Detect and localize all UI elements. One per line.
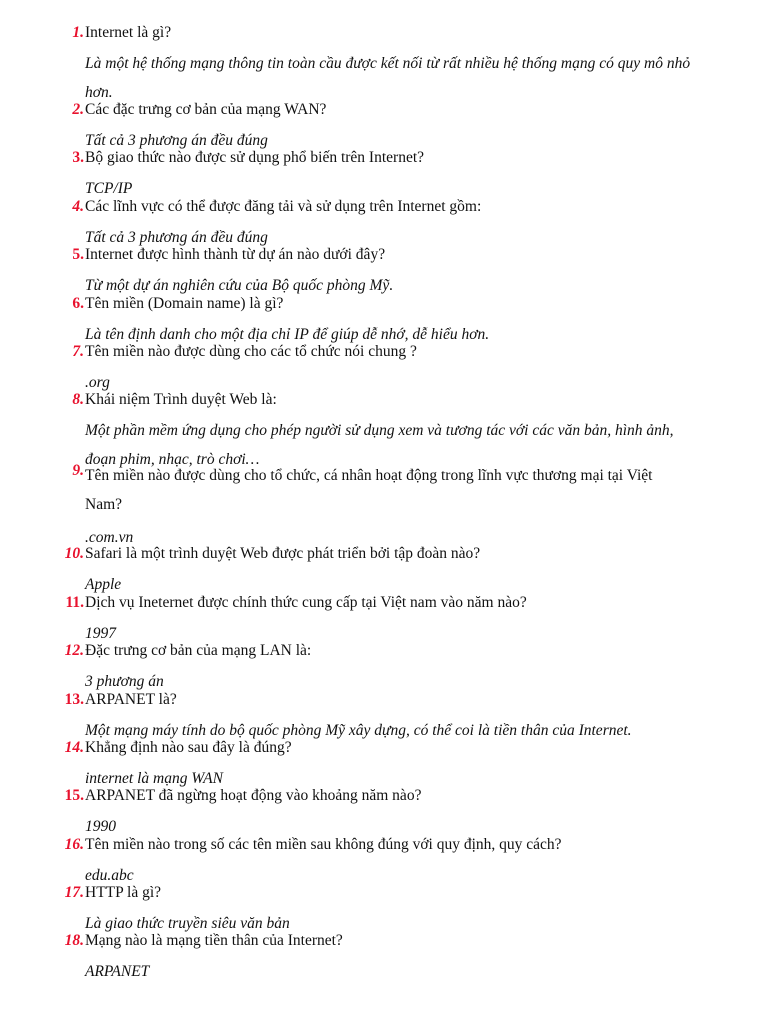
question-text: Tên miền nào được dùng cho các tổ chức nói chung ?	[85, 343, 417, 360]
question-text: Tên miền nào được dùng cho tổ chức, cá nhân hoạt động trong lĩnh vực thương mại tại Việt Nam?	[85, 467, 653, 513]
question-number: 17.	[64, 884, 84, 901]
question-text: ARPANET là?	[85, 691, 177, 708]
question-number: 9.	[72, 462, 84, 479]
question-17	[0, 881, 768, 905]
question-3	[0, 146, 768, 170]
question-number: 1.	[72, 24, 84, 41]
answer-13: Một mạng máy tính do bộ quốc phòng Mỹ xây dựng, có thể coi là tiền thân của Internet.	[85, 722, 632, 739]
question-text: Tên miền (Domain name) là gì?	[85, 295, 284, 312]
answer-16: edu.abc	[85, 867, 134, 884]
question-text: HTTP là gì?	[85, 884, 162, 901]
question-text: Tên miền nào trong số các tên miền sau không đúng với quy định, quy cách?	[85, 836, 562, 853]
question-6	[0, 292, 768, 316]
question-text: Internet được hình thành từ dự án nào dưới đây?	[85, 246, 386, 263]
question-text: Mạng nào là mạng tiền thân của Internet?	[85, 932, 343, 949]
answer-10: Apple	[85, 576, 122, 593]
qa-item-9	[0, 462, 768, 552]
answer-11: 1997	[85, 625, 116, 642]
question-number: 15.	[64, 787, 84, 804]
question-number: 14.	[64, 739, 84, 756]
question-number: 8.	[72, 391, 84, 408]
question-text: Khái niệm Trình duyệt Web là:	[85, 391, 277, 408]
answer-2: Tất cả 3 phương án đều đúng	[85, 132, 268, 149]
question-16	[0, 833, 768, 857]
question-number: 13.	[64, 691, 84, 708]
question-15	[0, 784, 768, 808]
question-number: 18.	[64, 932, 84, 949]
question-number: 3.	[72, 149, 84, 166]
answer-7: .org	[85, 374, 110, 391]
answer-14: internet là mạng WAN	[85, 770, 223, 787]
answer-18: ARPANET	[85, 963, 150, 980]
question-10	[0, 542, 768, 566]
question-number: 5.	[72, 246, 84, 263]
question-text: ARPANET đã ngừng hoạt động vào khoảng năm nào?	[85, 787, 422, 804]
question-5	[0, 243, 768, 267]
question-18	[0, 929, 768, 953]
answer-5: Từ một dự án nghiên cứu của Bộ quốc phòng Mỹ.	[85, 277, 394, 294]
question-1	[0, 21, 768, 45]
answer-8: Một phần mềm ứng dụng cho phép người sử dụng xem và tương tác với các văn bản, hình ảnh, đoạn phim, nhạc, trò chơi…	[85, 422, 674, 468]
question-number: 11.	[65, 594, 84, 611]
qa-item-1	[0, 21, 768, 107]
answer-17: Là giao thức truyền siêu văn bản	[85, 915, 290, 932]
question-14	[0, 736, 768, 760]
question-text: Các đặc trưng cơ bản của mạng WAN?	[85, 101, 327, 118]
question-number: 7.	[72, 343, 84, 360]
answer-6: Là tên định danh cho một địa chỉ IP để giúp dễ nhớ, dễ hiểu hơn.	[85, 326, 490, 343]
answer-9: .com.vn	[85, 529, 134, 546]
question-text: Bộ giao thức nào được sử dụng phổ biến trên Internet?	[85, 149, 425, 166]
qa-item-18	[0, 929, 768, 986]
question-8	[0, 388, 768, 412]
question-number: 2.	[72, 101, 84, 118]
question-text: Khẳng định nào sau đây là đúng?	[85, 739, 292, 756]
question-text: Internet là gì?	[85, 24, 172, 41]
answer-12: 3 phương án	[85, 673, 164, 690]
answer-15: 1990	[85, 818, 116, 835]
question-text: Safari là một trình duyệt Web được phát triển bởi tập đoàn nào?	[85, 545, 481, 562]
question-9	[0, 461, 768, 519]
question-number: 4.	[72, 198, 84, 215]
answer-3: TCP/IP	[85, 180, 133, 197]
question-12	[0, 639, 768, 663]
answer-1: Là một hệ thống mạng thông tin toàn cầu được kết nối từ rất nhiều hệ thống mạng có quy mô nhỏ hơn.	[85, 55, 691, 101]
question-7	[0, 340, 768, 364]
question-text: Các lĩnh vực có thể được đăng tải và sử dụng trên Internet gồm:	[85, 198, 482, 215]
answer-4: Tất cả 3 phương án đều đúng	[85, 229, 268, 246]
question-number: 16.	[64, 836, 84, 853]
question-11	[0, 591, 768, 615]
question-number: 12.	[64, 642, 84, 659]
question-number: 10.	[64, 545, 84, 562]
question-2	[0, 98, 768, 122]
question-text: Dịch vụ Ineternet được chính thức cung cấp tại Việt nam vào năm nào?	[85, 594, 527, 611]
question-4	[0, 195, 768, 219]
question-number: 6.	[72, 295, 84, 312]
question-text: Đặc trưng cơ bản của mạng LAN là:	[85, 642, 312, 659]
question-13	[0, 688, 768, 712]
